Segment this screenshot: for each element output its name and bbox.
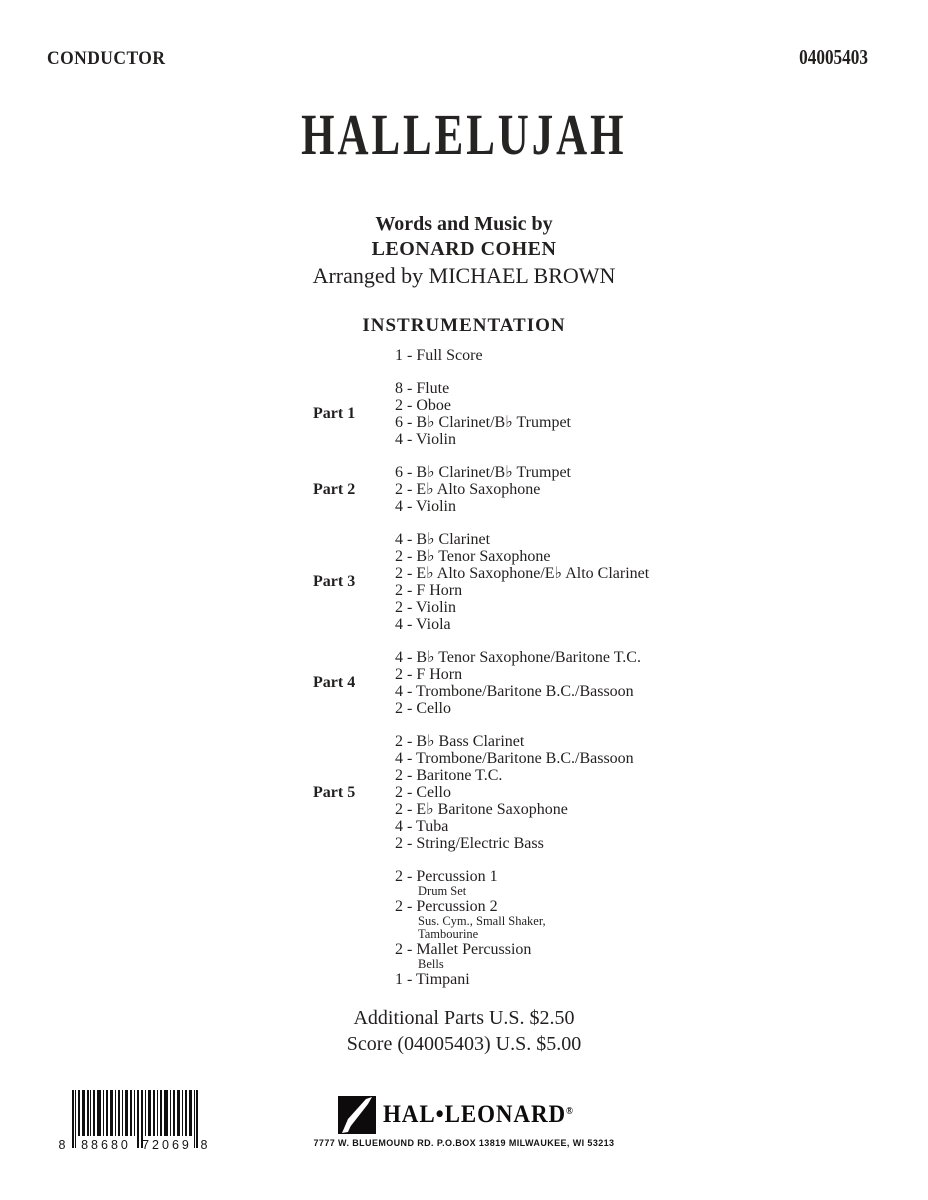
barcode-group1: 88680	[81, 1138, 131, 1152]
instrument-line: 2 - Cello	[395, 784, 451, 801]
section-items	[395, 531, 793, 633]
instrument-line: 2 - B♭ Bass Clarinet	[395, 733, 525, 750]
barcode-left-digit: 8	[58, 1138, 66, 1152]
instrument-line: 2 - Cello	[395, 700, 451, 717]
instrumentation-section	[313, 733, 793, 852]
instrument-line: 2 - E♭ Alto Saxophone/E♭ Alto Clarinet	[395, 565, 650, 582]
instrument-line: 6 - B♭ Clarinet/B♭ Trumpet	[395, 464, 571, 481]
part-label: Part 2	[313, 480, 356, 498]
instrument-subtext: Drum Set	[418, 884, 467, 898]
instrument-subtext: Sus. Cym., Small Shaker,	[418, 914, 546, 928]
part-designation-label: CONDUCTOR	[47, 48, 166, 69]
instrument-line: 8 - Flute	[395, 380, 450, 397]
instrumentation-heading: INSTRUMENTATION	[362, 315, 566, 336]
instrumentation-section	[313, 347, 793, 364]
instrument-line: 2 - E♭ Alto Saxophone	[395, 481, 541, 498]
part-label: Part 5	[313, 783, 356, 801]
part-label: Part 3	[313, 573, 356, 590]
instrument-line: 2 - E♭ Baritone Saxophone	[395, 801, 568, 818]
instrumentation-section	[313, 380, 793, 448]
instrument-subtext: Tambourine	[418, 927, 479, 941]
instrument-line: 2 - Mallet Percussion	[395, 941, 532, 958]
page-title-text: HALLELUJAH	[301, 102, 627, 167]
part-label: Part 1	[313, 405, 356, 422]
instrumentation-section	[313, 649, 793, 717]
instrument-line: 4 - B♭ Clarinet	[395, 531, 491, 548]
hal-leonard-logo-icon	[338, 1096, 376, 1134]
instrument-line: 2 - Percussion 2	[395, 898, 498, 915]
section-items	[395, 464, 793, 515]
section-items	[395, 649, 793, 717]
price-additional-parts: Additional Parts U.S. $2.50	[353, 1007, 575, 1029]
instrument-line: 4 - Viola	[395, 616, 451, 633]
catalog-number: 04005403	[799, 45, 868, 69]
instrument-subtext: Bells	[418, 957, 444, 971]
instrumentation-list	[313, 347, 793, 988]
composer-name: LEONARD COHEN	[371, 238, 557, 260]
instrument-line: 2 - Oboe	[395, 397, 451, 414]
arranger-line: Arranged by MICHAEL BROWN	[312, 263, 616, 288]
instrument-line: 2 - B♭ Tenor Saxophone	[395, 548, 551, 565]
instrument-line: 2 - Violin	[395, 599, 456, 616]
instrument-line: 4 - Trombone/Baritone B.C./Bassoon	[395, 750, 634, 767]
instrument-line: 1 - Full Score	[395, 347, 483, 364]
instrument-line: 2 - String/Electric Bass	[395, 835, 544, 852]
instrument-line: 4 - Violin	[395, 498, 456, 515]
instrumentation-section	[313, 464, 793, 515]
part-label: Part 4	[313, 674, 356, 691]
page-title	[0, 102, 928, 167]
publisher-name-text: HAL•LEONARD	[383, 1101, 567, 1128]
publisher-address: 7777 W. BLUEMOUND RD. P.O.BOX 13819 MILWAUKEE, WI 53213	[313, 1138, 615, 1148]
instrument-line: 6 - B♭ Clarinet/B♭ Trumpet	[395, 414, 571, 431]
publisher-name	[383, 1101, 573, 1129]
section-items	[395, 347, 793, 364]
instrumentation-section	[313, 531, 793, 633]
instrument-line: 2 - Percussion 1	[395, 868, 498, 885]
instrument-line: 4 - Tuba	[395, 818, 449, 835]
instrument-line: 4 - Violin	[395, 431, 456, 448]
instrument-line: 2 - Baritone T.C.	[395, 767, 503, 784]
section-items	[395, 733, 793, 852]
section-items	[395, 868, 793, 988]
instrument-line: 4 - B♭ Tenor Saxophone/Baritone T.C.	[395, 649, 641, 666]
instrument-line: 2 - F Horn	[395, 666, 463, 683]
registered-mark: ®	[566, 1106, 574, 1117]
instrument-line: 4 - Trombone/Baritone B.C./Bassoon	[395, 683, 634, 700]
price-score: Score (04005403) U.S. $5.00	[346, 1033, 582, 1055]
byline: Words and Music by	[375, 213, 553, 235]
instrument-line: 1 - Timpani	[395, 971, 470, 988]
barcode-right-digit: 8	[200, 1138, 208, 1152]
barcode-group2: 72069	[142, 1138, 192, 1152]
publisher-logo	[0, 1096, 928, 1134]
section-items	[395, 380, 793, 448]
instrumentation-section	[313, 868, 793, 988]
instrument-line: 2 - F Horn	[395, 582, 463, 599]
